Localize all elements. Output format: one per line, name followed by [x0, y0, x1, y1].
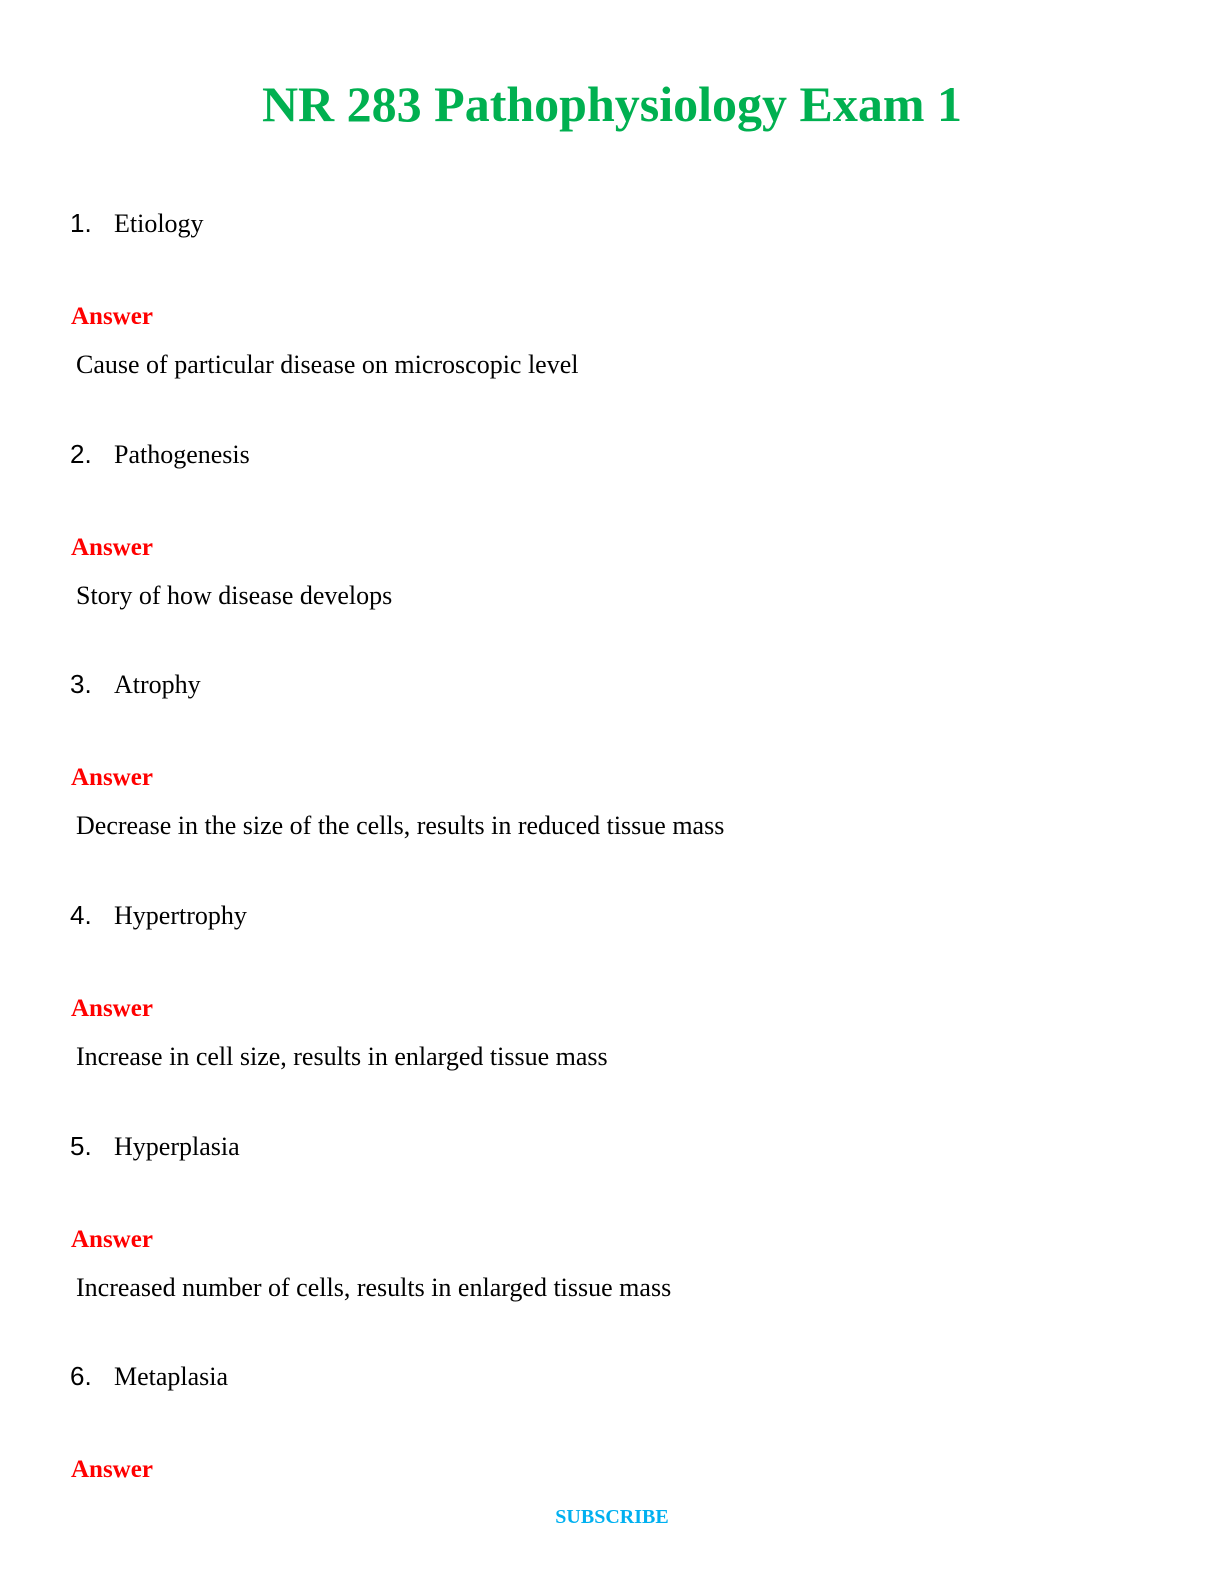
question-term: Hypertrophy	[114, 901, 247, 930]
answer-text: Decrease in the size of the cells, results in reduced tissue mass	[76, 811, 725, 840]
question-number: 5.	[70, 1131, 92, 1161]
question-item-5	[0, 1129, 1224, 1360]
subscribe-link[interactable]: SUBSCRIBE	[555, 1506, 669, 1528]
question-number: 3.	[70, 669, 92, 699]
answer-label: Answer	[71, 534, 153, 561]
question-term: Pathogenesis	[114, 440, 250, 469]
question-item-1	[0, 206, 1224, 437]
answer-label: Answer	[71, 303, 153, 330]
answer-text: Increased number of cells, results in enlarged tissue mass	[76, 1273, 672, 1302]
question-item-4	[0, 898, 1224, 1129]
question-term: Metaplasia	[114, 1362, 229, 1391]
question-number: 1.	[70, 208, 92, 238]
answer-label: Answer	[71, 764, 153, 791]
document-title: NR 283 Pathophysiology Exam 1	[261, 76, 963, 132]
question-term: Atrophy	[114, 670, 201, 699]
question-line	[70, 206, 204, 240]
question-term: Hyperplasia	[114, 1132, 240, 1161]
question-number: 4.	[70, 900, 92, 930]
question-item-3	[0, 667, 1224, 898]
question-line	[70, 1359, 228, 1393]
question-line	[70, 898, 247, 932]
answer-label: Answer	[71, 995, 153, 1022]
question-line	[70, 667, 201, 701]
answer-text: Story of how disease develops	[76, 581, 393, 610]
answer-label: Answer	[71, 1456, 153, 1483]
answer-text: Cause of particular disease on microscopic level	[76, 350, 579, 379]
question-number: 6.	[70, 1361, 92, 1391]
answer-label: Answer	[71, 1226, 153, 1253]
question-line	[70, 1129, 240, 1163]
question-item-2	[0, 437, 1224, 668]
answer-text: Increase in cell size, results in enlarged tissue mass	[76, 1042, 608, 1071]
question-number: 2.	[70, 439, 92, 469]
question-line	[70, 437, 250, 471]
question-item-6	[0, 1359, 1224, 1499]
question-term: Etiology	[114, 209, 204, 238]
